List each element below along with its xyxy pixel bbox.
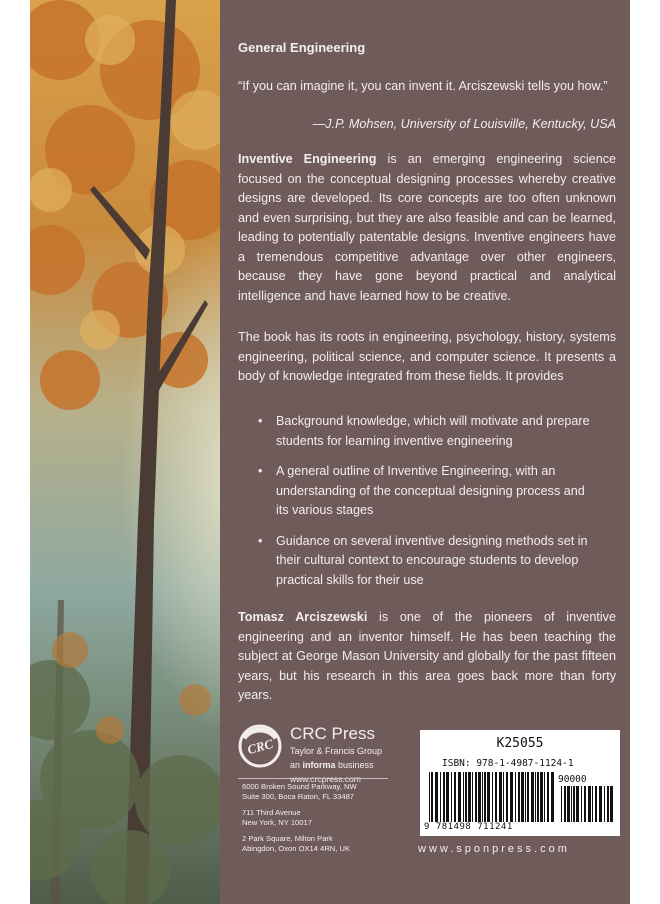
- list-item: [258, 462, 598, 521]
- barcode-bar: [610, 786, 613, 822]
- address-boca-raton: [242, 782, 402, 801]
- barcode-bars: [428, 772, 556, 822]
- barcode-bar: [537, 772, 539, 822]
- barcode-bar: [531, 772, 534, 822]
- barcode-bar: [495, 772, 497, 822]
- autumn-forest-photo: [30, 0, 220, 904]
- publisher-logo-block: [238, 724, 408, 784]
- barcode-bar: [451, 772, 452, 822]
- barcode-bar: [547, 772, 549, 822]
- barcode-bar: [484, 772, 486, 822]
- address-line: Suite 300, Boca Raton, FL 33487: [242, 791, 355, 801]
- barcode-digits: 9 781498 711241: [424, 822, 513, 832]
- barcode-bar: [518, 772, 520, 822]
- list-item-text: Background knowledge, which will motivate and prepare students for learning inventive engineering: [276, 414, 590, 448]
- addon-barcode-bars: [560, 786, 614, 822]
- barcode-bar: [463, 772, 464, 822]
- barcode-bar: [521, 772, 524, 822]
- book-back-cover: [30, 0, 630, 904]
- barcode-bar: [571, 786, 572, 822]
- barcode-bar: [573, 786, 575, 822]
- barcode-bar: [604, 786, 605, 822]
- barcode-bar: [595, 786, 597, 822]
- list-item-text: Guidance on several inventive designing methods set in their cultural context to encourage students to develop practical skills for their use: [276, 533, 588, 587]
- barcode-bar: [540, 772, 543, 822]
- barcode-bar: [499, 772, 502, 822]
- barcode-bar: [510, 772, 513, 822]
- barcode-bar: [525, 772, 526, 822]
- barcode-bar: [581, 786, 582, 822]
- barcode-bar: [506, 772, 508, 822]
- catalog-code: K25055: [496, 736, 544, 751]
- list-item: [258, 412, 598, 451]
- publisher-website: www.crcpress.com: [290, 774, 361, 784]
- bullet-icon: •: [258, 464, 263, 478]
- barcode-bar: [607, 786, 609, 822]
- list-item-text: A general outline of Inventive Engineering, with an understanding of the conceptual designing process and its various stages: [276, 464, 585, 517]
- barcode-bar: [431, 772, 433, 822]
- barcode-bar: [588, 786, 591, 822]
- barcode-bar: [492, 772, 493, 822]
- barcode-bar: [487, 772, 490, 822]
- publisher-name: CRC Press: [290, 724, 376, 743]
- informa-line: [290, 760, 374, 770]
- barcode-bar: [458, 772, 461, 822]
- author-bio-paragraph: [238, 608, 616, 706]
- informa-brand: informa: [302, 760, 336, 770]
- address-line: New York, NY 10017: [242, 817, 312, 827]
- barcode-bar: [435, 772, 438, 822]
- isbn-barcode-box: [420, 730, 620, 836]
- informa-suffix: business: [335, 760, 374, 770]
- barcode-bar: [446, 772, 449, 822]
- barcode-bar: [454, 772, 456, 822]
- address-divider: [238, 778, 388, 779]
- barcode-bar: [599, 786, 602, 822]
- bullet-icon: •: [258, 533, 263, 548]
- quote-attribution: —J.P. Mohsen, University of Louisville, Kentucky, USA: [312, 117, 616, 131]
- barcode-bar: [576, 786, 579, 822]
- text-panel: [220, 0, 630, 904]
- barcode-bar: [443, 772, 445, 822]
- barcode-bar: [551, 772, 554, 822]
- bullet-icon: •: [258, 414, 263, 428]
- barcode-bar: [503, 772, 504, 822]
- barcode-bar: [561, 786, 562, 822]
- barcode-bar: [527, 772, 529, 822]
- series-label: General Engineering: [238, 40, 366, 55]
- crc-logo-icon: [238, 724, 282, 768]
- address-line: Abingdon, Oxon OX14 4RN, UK: [242, 843, 351, 853]
- isbn-text: ISBN: 978-1-4987-1124-1: [442, 758, 574, 769]
- address-line: 6000 Broken Sound Parkway, NW: [242, 782, 357, 791]
- barcode-bar: [535, 772, 536, 822]
- author-name-bold: Tomasz Arciszewski: [238, 610, 368, 624]
- barcode-bar: [567, 786, 570, 822]
- provides-list: [258, 412, 598, 601]
- book-title-bold: Inventive Engineering: [238, 152, 377, 166]
- barcode-bar: [482, 772, 483, 822]
- roots-paragraph: The book has its roots in engineering, psychology, history, systems engineering, political science, and computer science. It presents a body of knowledge integrated from these fields. It provides: [238, 330, 616, 383]
- publisher-group: Taylor & Francis Group: [290, 746, 383, 756]
- barcode-bar: [475, 772, 477, 822]
- barcode-bar: [472, 772, 473, 822]
- address-abingdon: [242, 834, 402, 853]
- address-new-york: [242, 808, 402, 827]
- barcode-bar: [468, 772, 471, 822]
- barcode-bar: [544, 772, 545, 822]
- author-bio-text: is one of the pioneers of inventive engineering and an inventor himself. He has been teaching the subject at George Mason University and globally for the past fifteen years, but his research in this area goes back more than forty years.: [238, 610, 616, 702]
- barcode-bar: [564, 786, 566, 822]
- barcode-bar: [584, 786, 586, 822]
- price-code: 90000: [558, 774, 587, 785]
- description-text: is an emerging engineering science focused on the conceptual designing processes whereby creative designs are developed. Its core concepts are too often unknown and even surprising, but they are also feasible and can be learned, leading to potentially patentable designs. Inventive engineers have a tremendous competitive advantage over other engineers, because they have gone beyond practical and analytical intelligence and have learned how to be creative.: [238, 152, 616, 303]
- barcode-bar: [515, 772, 516, 822]
- barcode-bar: [429, 772, 430, 822]
- barcode-bar: [440, 772, 441, 822]
- address-line: 711 Third Avenue: [242, 808, 301, 817]
- spon-website: www.sponpress.com: [418, 843, 570, 855]
- list-item: [258, 532, 598, 591]
- description-paragraph: [238, 150, 616, 306]
- barcode-bar: [592, 786, 593, 822]
- endorsement-quote: “If you can imagine it, you can invent it. Arciszewski tells you how.”: [238, 79, 608, 93]
- barcode-bar: [465, 772, 467, 822]
- address-line: 2 Park Square, Milton Park: [242, 834, 333, 843]
- informa-prefix: an: [290, 760, 303, 770]
- crc-logo-text: CRC: [245, 735, 275, 758]
- barcode-bar: [478, 772, 481, 822]
